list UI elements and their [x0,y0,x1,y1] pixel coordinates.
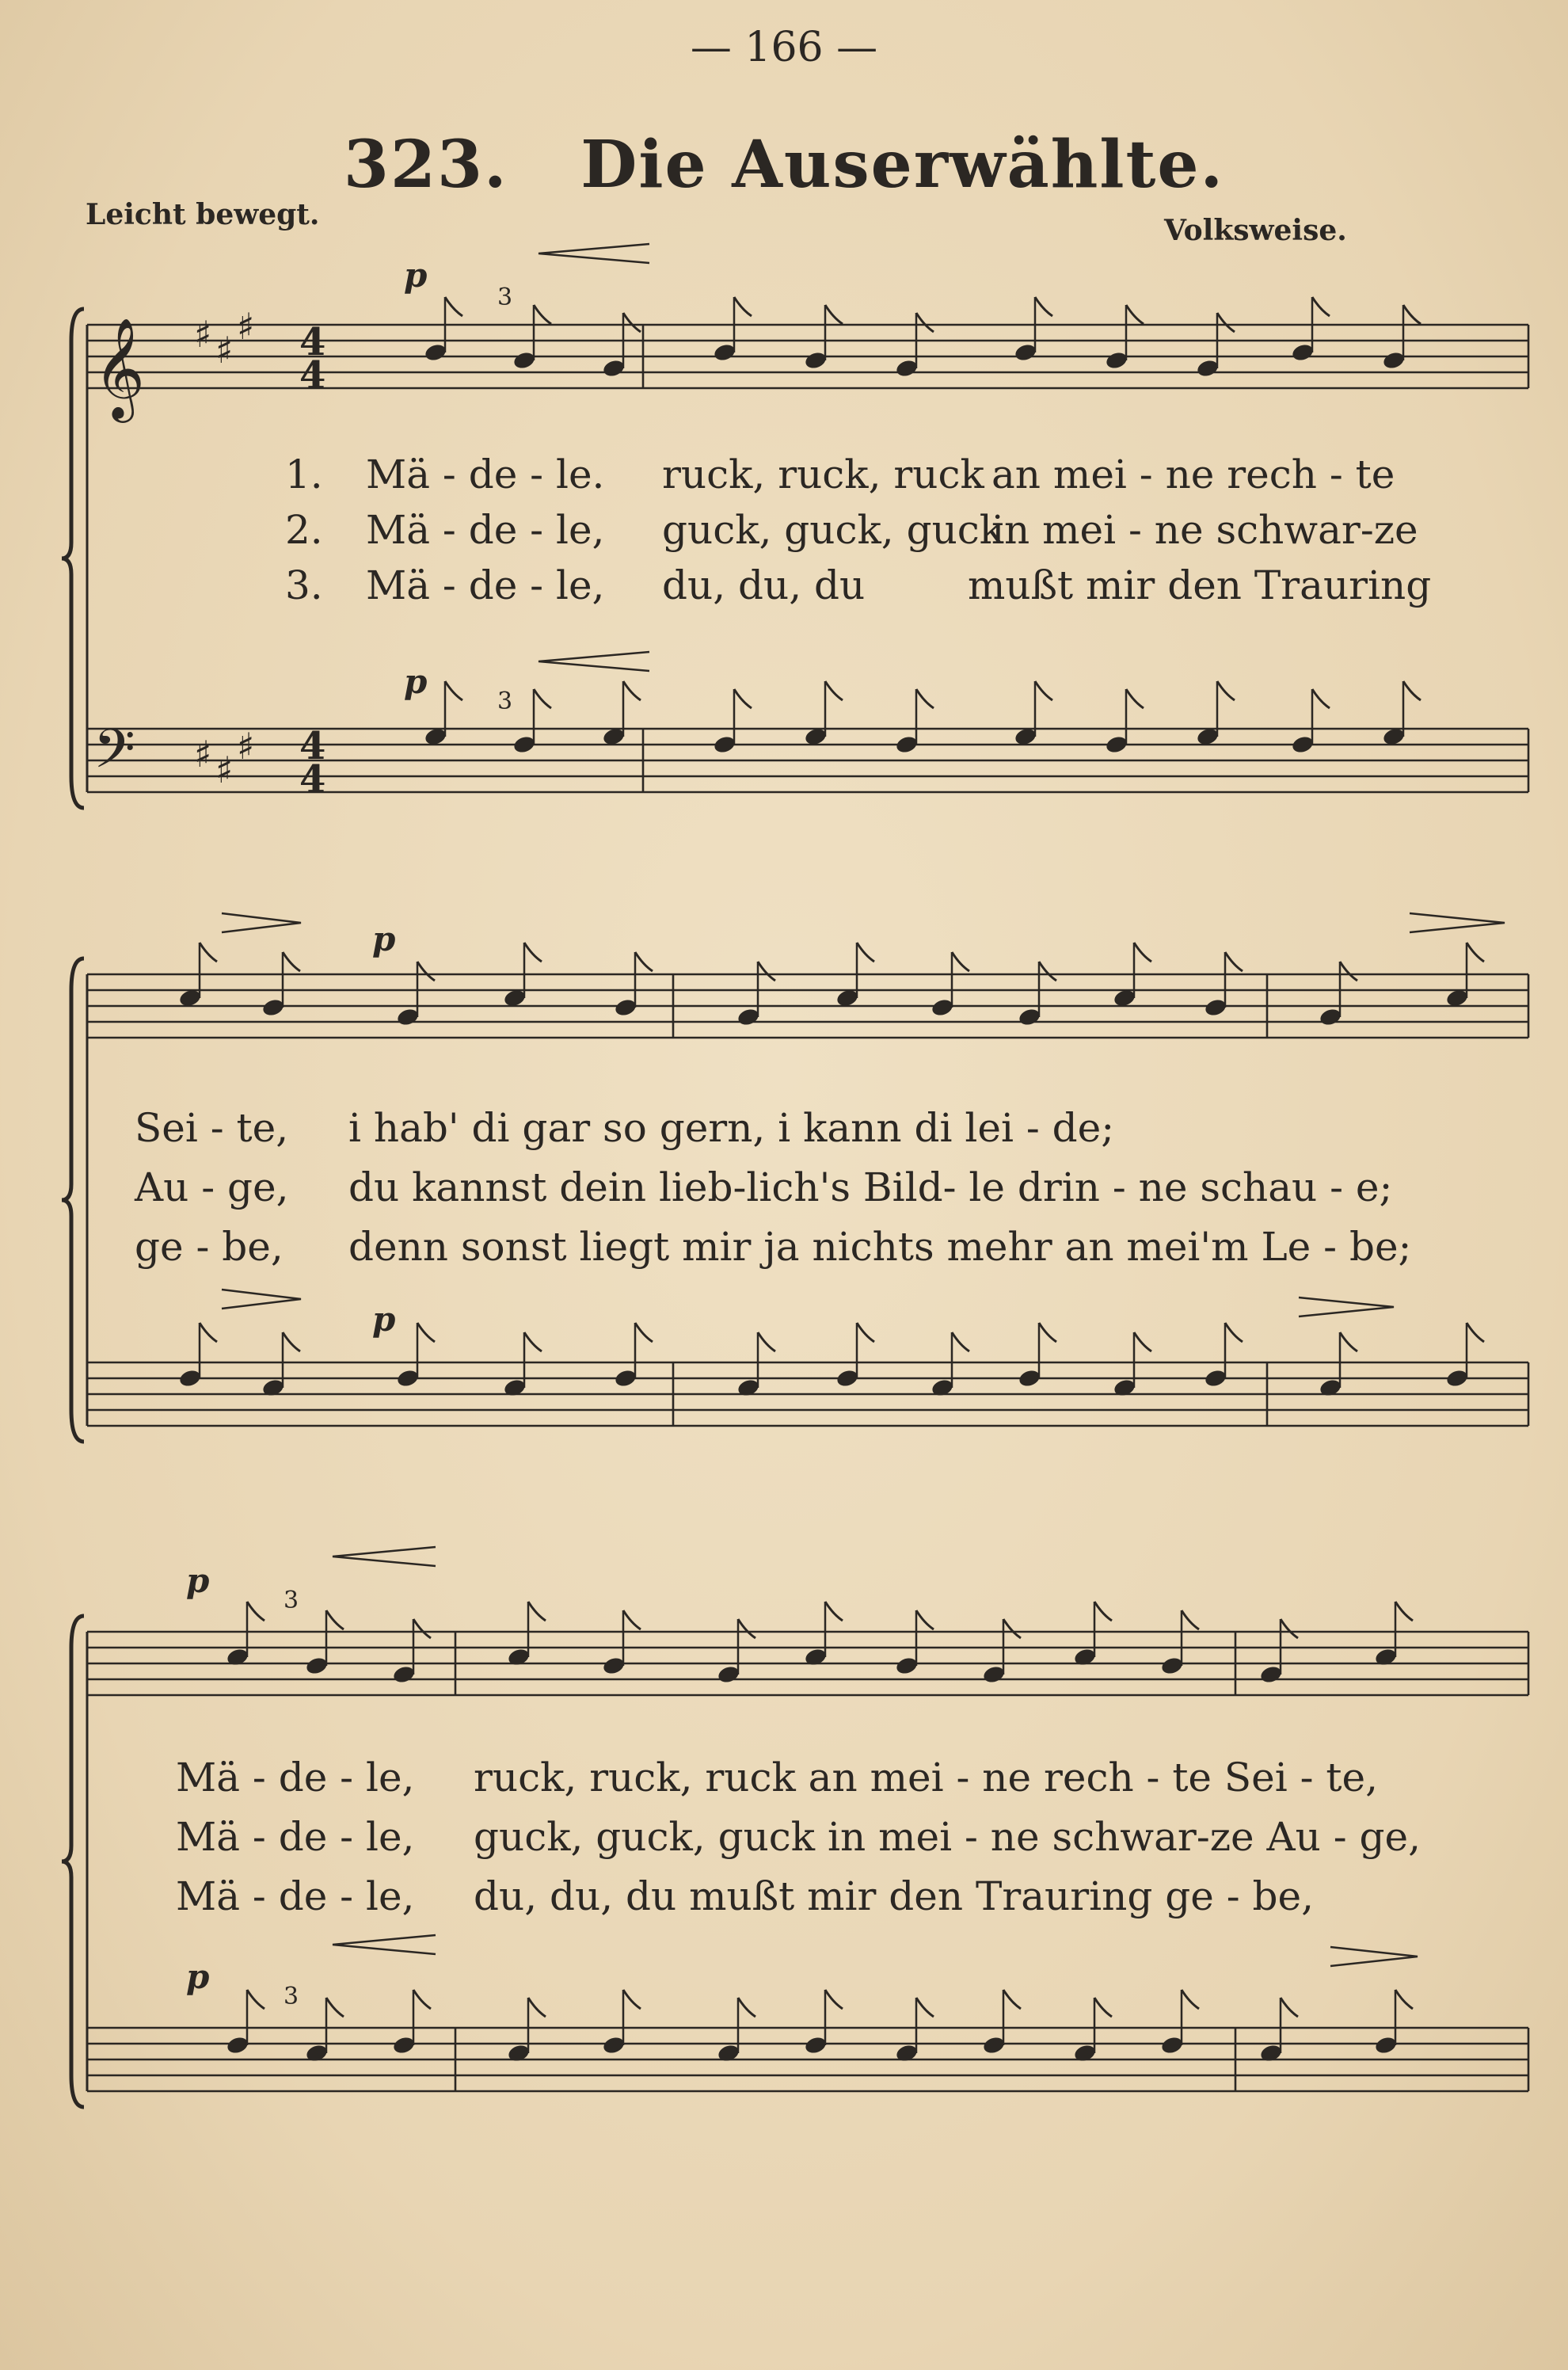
system1-treble-note-flag [825,305,843,324]
song-title-text: Die Auserwählte. [580,127,1225,203]
system3-bass-note-flag [1003,1990,1021,2009]
system3-treble-note [895,1656,919,1676]
system2-treble-note-flag [283,952,300,971]
system3-treble-note-flag [623,1610,641,1629]
system1-treble-note-flag [1126,305,1144,324]
system2-treble-note-flag [952,952,969,971]
system1-treble-note-flag [534,305,551,324]
system3-treble-note-flag [738,1619,755,1638]
lyric-s2-v2-a: Au - ge, [135,1164,289,1210]
system3-brace [62,1616,84,2107]
system2-bass-note [396,1368,421,1389]
system1-bass-clef: 𝄢 [93,718,135,794]
system2-treble-note [1319,1007,1343,1027]
system2-treble-note-flag [200,943,217,962]
system1-treble-note [1196,358,1220,379]
system2-bass-note-flag [1134,1332,1151,1351]
lyric-s2-v3-b: denn sonst liegt mir ja nichts mehr an mei'm Le - be; [348,1224,1412,1270]
system2-bass-note [835,1368,860,1389]
system2-bass-note-flag [524,1332,542,1351]
system3-bass-note [982,2035,1007,2056]
system3-treble-note-flag [247,1602,265,1621]
system1-key-sharp-bass: ♯ [215,749,234,791]
system1-treble-note-flag [623,313,641,332]
system1-bass-note [1105,734,1129,755]
lyric-s3-v3-a: Mä - de - le, [176,1873,415,1919]
system3-treble-note [982,1664,1007,1685]
system1-bass-note [512,734,537,755]
system3-treble-note [602,1656,626,1676]
system3-bass-note [804,2035,828,2056]
system1-key-sharp: ♯ [194,313,212,356]
system2-bass-note-flag [857,1323,874,1342]
system3-treble-note-flag [528,1602,546,1621]
system2-bass-note [178,1368,203,1389]
system2-bass-note-flag [200,1323,217,1342]
system2-bass-note-flag [1225,1323,1243,1342]
system2-brace [62,958,84,1442]
lyric-s3-v2-a: Mä - de - le, [176,1814,415,1860]
system3-bass-note [226,2035,250,2056]
lyric-s2-v1-a: Sei - te, [135,1105,289,1151]
system2-treble-note [614,997,638,1018]
system2-bass-note-flag [417,1323,435,1342]
system2-bass-note-flag [1039,1323,1056,1342]
system1-bass-note [895,734,919,755]
system3-bass-note-flag [1281,1998,1298,2017]
system3-hairpin-bass-2 [1330,1947,1418,1966]
system1-treble-clef: 𝄞 [93,317,146,418]
system1-bass-note-flag [1217,681,1235,700]
system1-treble-note-flag [1312,297,1330,316]
system1-key-sharp: ♯ [237,305,255,348]
system3-treble-note-flag [1094,1602,1112,1621]
system3-dynamic-treble: p [186,1561,210,1600]
system1-bass-note-flag [1035,681,1052,700]
system1-treble-note-flag [1403,305,1421,324]
system2-treble-note-flag [857,943,874,962]
system2-treble-note-flag [1340,962,1357,981]
lyric-s3-v1-b: ruck, ruck, ruck an mei - ne rech - te Sei - te, [474,1755,1378,1800]
system3-bass-note [392,2035,417,2056]
system3-bass-note-flag [326,1998,344,2017]
system1-treble-note-flag [734,297,752,316]
system3-bass-note [1160,2035,1185,2056]
lyric-s1-v1-c: an mei - ne rech - te [991,452,1395,497]
system3-bass-note-flag [1182,1990,1199,2009]
system1-time-sig-treble-top: 4 [299,320,326,364]
system3-bass-note-flag [825,1990,843,2009]
system3-bass-note-flag [413,1990,431,2009]
system2-bass-note-flag [1467,1323,1484,1342]
lyric-s3-v3-b: du, du, du mußt mir den Trauring ge - be, [474,1873,1315,1919]
system3-bass-note-flag [1094,1998,1112,2017]
system2-hairpin-1 [222,913,301,932]
system1-triplet-treble: 3 [497,284,513,311]
system1-key-sharp: ♯ [215,329,234,372]
system3-bass-note-flag [916,1998,934,2017]
system1-bass-note-flag [1312,689,1330,708]
system1-treble-note [1291,342,1315,363]
system3-treble-note-flag [326,1610,344,1629]
system3-treble-note-flag [1182,1610,1199,1629]
lyric-s2-v3-a: ge - be, [135,1224,284,1270]
system1-treble-note [804,350,828,371]
system2-treble-note [736,1007,761,1027]
lyric-s1-v3-c: mußt mir den Trauring [968,562,1432,608]
system2-bass-note [1204,1368,1228,1389]
system1-treble-note [895,358,919,379]
tempo-marking: Leicht bewegt. [86,198,320,231]
system2-treble-note-flag [758,962,775,981]
system2-treble-note [1018,1007,1042,1027]
system1-bass-note-flag [1403,681,1421,700]
system3-treble-note [1160,1656,1185,1676]
system1-dynamic-bass: p [404,662,428,701]
system1-treble-note [1014,342,1038,363]
system2-treble-note [931,997,955,1018]
page-number: — 166 — [690,24,878,71]
system1-bass-note-flag [825,681,843,700]
system3-treble-note-flag [1003,1619,1021,1638]
lyric-s1-v1-num: 1. [285,452,323,497]
lyric-s1-v2-b: guck, guck, guck [662,507,1004,553]
system3-bass-note-flag [738,1998,755,2017]
system3-triplet-bass: 3 [284,1983,299,2010]
system3-hairpin-bass [333,1935,436,1954]
system3-treble-note-flag [413,1619,431,1638]
system1-treble-note [602,358,626,379]
system2-treble-note-flag [524,943,542,962]
system2-bass-note-flag [635,1323,653,1342]
system1-bass-note [713,734,737,755]
system1-treble-note-flag [445,297,462,316]
system1-treble-note-flag [916,313,934,332]
system2-treble-note-flag [1225,952,1243,971]
lyric-s3-v2-b: guck, guck, guck in mei - ne schwar-ze Au - ge, [474,1814,1421,1860]
system3-treble-note-flag [1395,1602,1413,1621]
system1-bass-note [1291,734,1315,755]
system3-treble-note-flag [825,1602,843,1621]
system2-treble-note-flag [1134,943,1151,962]
system1-hairpin-bass [539,652,649,671]
system1-bass-note-flag [1126,689,1144,708]
lyric-s3-v1-a: Mä - de - le, [176,1755,415,1800]
system2-bass-note [614,1368,638,1389]
system3-bass-note [1374,2035,1399,2056]
system1-bass-note-flag [734,689,752,708]
song-number: 323. [343,127,508,203]
lyric-s1-v1-b: ruck, ruck, ruck [662,452,984,497]
system1-treble-note [1105,350,1129,371]
system1-treble-note [713,342,737,363]
system3-triplet-treble: 3 [284,1587,299,1614]
lyric-s1-v1-a: Mä - de - le. [366,452,605,497]
system1-treble-note [512,350,537,371]
lyric-s1-v2-num: 2. [285,507,323,553]
system3-bass-note [602,2035,626,2056]
system2-hairpin-2 [1410,913,1505,932]
system2-bass-note [1018,1368,1042,1389]
lyric-s1-v3-num: 3. [285,562,323,608]
lyric-s1-v2-a: Mä - de - le, [366,507,605,553]
system1-bass-note-flag [534,689,551,708]
system1-time-sig-bass-top: 4 [299,724,326,768]
system3-bass-note-flag [623,1990,641,2009]
system2-hairpin-4 [1299,1297,1394,1316]
system1-time-sig-bass-bottom: 4 [299,757,326,802]
system2-treble-note-flag [1039,962,1056,981]
system1-brace [62,309,84,808]
system3-bass-note-flag [247,1990,265,2009]
system1-bass-note-flag [445,681,462,700]
system1-bass-note-flag [623,681,641,700]
system1-triplet-bass: 3 [497,688,513,715]
system2-bass-note-flag [283,1332,300,1351]
system2-treble-note [261,997,286,1018]
system2-dynamic-treble: p [372,920,396,958]
system1-key-sharp-bass: ♯ [194,733,212,775]
system3-bass-note-flag [528,1998,546,2017]
lyric-s1-v3-b: du, du, du [662,562,866,608]
system3-treble-note [392,1664,417,1685]
lyric-s1-v2-c: in mei - ne schwar-ze [991,507,1418,553]
system1-time-sig-treble-bottom: 4 [299,353,326,398]
system2-bass-note-flag [758,1332,775,1351]
system1-treble-note [1382,350,1406,371]
system3-treble-note [717,1664,741,1685]
system3-treble-note-flag [916,1610,934,1629]
system3-dynamic-bass: p [186,1957,210,1996]
system1-treble-note-flag [1217,313,1235,332]
system1-bass-note-flag [916,689,934,708]
system3-bass-note-flag [1395,1990,1413,2009]
system1-key-sharp-bass: ♯ [237,725,255,768]
system1-treble-note [424,342,448,363]
lyric-s1-v3-a: Mä - de - le, [366,562,605,608]
system3-treble-note [1259,1664,1284,1685]
system2-treble-note [396,1007,421,1027]
system3-treble-note-flag [1281,1619,1298,1638]
system1-dynamic-treble: p [404,256,428,295]
attribution: Volksweise. [1164,214,1347,247]
system2-treble-note-flag [417,962,435,981]
system2-bass-note-flag [1340,1332,1357,1351]
system1-treble-note-flag [1035,297,1052,316]
system2-dynamic-bass: p [372,1300,396,1339]
system3-treble-note [305,1656,329,1676]
system2-bass-note-flag [952,1332,969,1351]
lyric-s2-v1-b: i hab' di gar so gern, i kann di lei - de; [348,1105,1115,1151]
system2-bass-note [1445,1368,1470,1389]
system2-treble-note [1204,997,1228,1018]
system2-hairpin-3 [222,1290,301,1309]
lyric-s2-v2-b: du kannst dein lieb-lich's Bild- le drin - ne schau - e; [348,1164,1393,1210]
system3-hairpin-treble [333,1547,436,1566]
system1-hairpin-treble [539,244,649,263]
system2-treble-note-flag [635,952,653,971]
system2-treble-note-flag [1467,943,1484,962]
